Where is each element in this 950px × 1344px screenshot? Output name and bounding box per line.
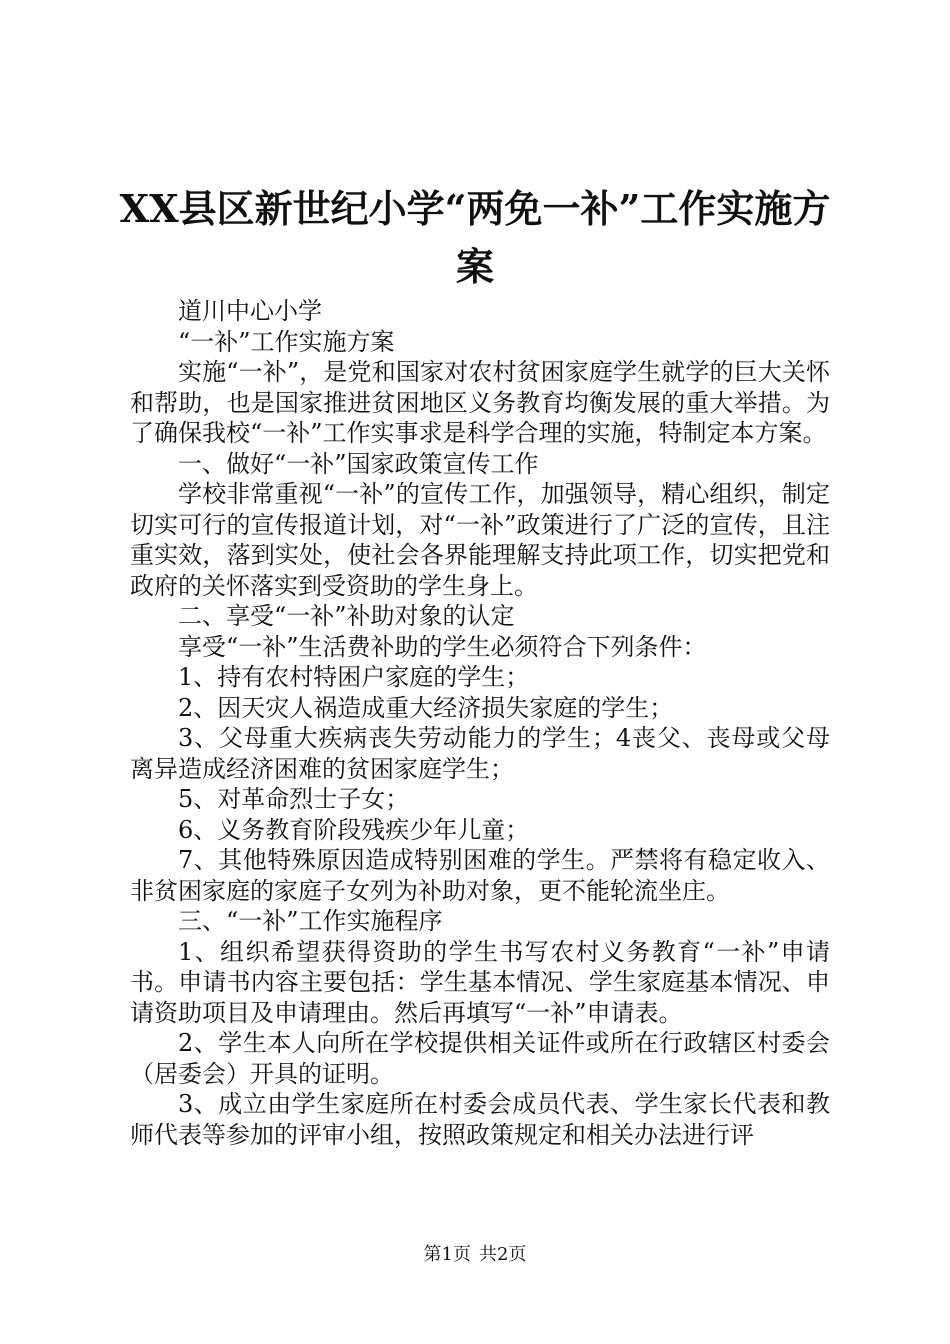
page-footer bbox=[0, 1243, 950, 1267]
page-number: 第1页 bbox=[423, 1244, 471, 1265]
list-item: 7、其他特殊原因造成特别困难的学生。严禁将有稳定收入、非贫困家庭的家庭子女列为补助对象，更不能轮流坐庄。 bbox=[130, 846, 830, 905]
paragraph: 享受“一补”生活费补助的学生必须符合下列条件： bbox=[178, 632, 707, 661]
list-item: 6、义务教育阶段残疾少年儿童； bbox=[178, 815, 530, 844]
list-item: 5、对革命烈士子女； bbox=[178, 785, 410, 813]
document-title-line-2: 案 bbox=[455, 244, 494, 289]
list-item: 1、持有农村特困户家庭的学生； bbox=[178, 663, 530, 691]
document-title-line-1: XX县区新世纪小学“两免一补”工作实施方 bbox=[119, 186, 831, 231]
paragraph: 道川中心小学 bbox=[178, 297, 322, 325]
section-heading: 二、享受“一补”补助对象的认定 bbox=[178, 602, 515, 630]
list-item: 2、学生本人向所在学校提供相关证件或所在行政辖区村委会（居委会）开具的证明。 bbox=[130, 1029, 830, 1088]
paragraph: 实施“一补”，是党和国家对农村贫困家庭学生就学的巨大关怀和帮助，也是国家推进贫困地区义务教育均衡发展的重大举措。为了确保我校“一补”工作实事求是科学合理的实施，特制定本方案。 bbox=[130, 358, 830, 447]
section-heading: 一、做好“一补”国家政策宣传工作 bbox=[178, 449, 539, 478]
list-item: 3、父母重大疾病丧失劳动能力的学生；4丧父、丧母或父母离异造成经济困难的贫困家庭学生； bbox=[130, 724, 830, 783]
document-body bbox=[130, 296, 830, 1150]
paragraph: “一补”工作实施方案 bbox=[178, 327, 395, 356]
list-item: 2、因天灾人祸造成重大经济损失家庭的学生； bbox=[178, 693, 674, 722]
section-heading: 三、“一补”工作实施程序 bbox=[178, 907, 443, 935]
list-item: 1、组织希望获得资助的学生书写农村义务教育“一补”申请书。申请书内容主要包括：学生基本情况、学生家庭基本情况、申请资助项目及申请理由。然后再填写“一补”申请表。 bbox=[130, 937, 830, 1027]
paragraph: 学校非常重视“一补”的宣传工作，加强领导，精心组织，制定切实可行的宣传报道计划，对“一补”政策进行了广泛的宣传，且注重实效，落到实处，使社会各界能理解支持此项工作，切实把党和政府的关怀落实到受资助的学生身上。 bbox=[130, 480, 830, 600]
page-count: 共2页 bbox=[479, 1244, 527, 1265]
list-item: 3、成立由学生家庭所在村委会成员代表、学生家长代表和教师代表等参加的评审小组，按照政策规定和相关办法进行评 bbox=[130, 1090, 830, 1149]
